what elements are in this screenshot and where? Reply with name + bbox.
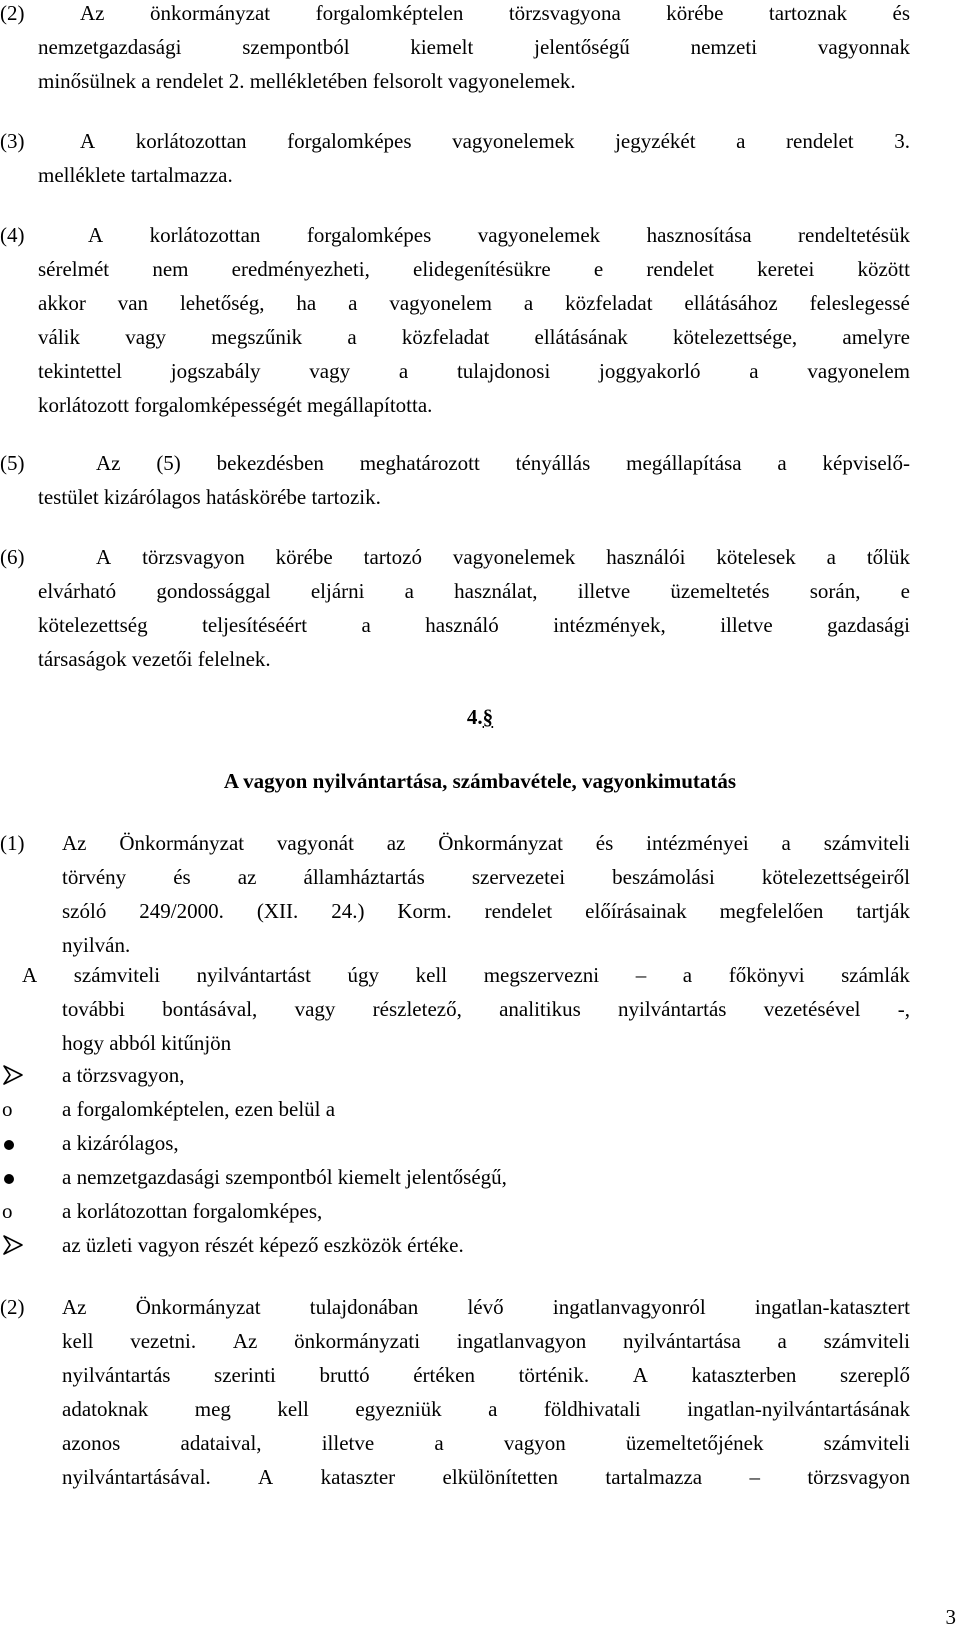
word: Az	[96, 451, 121, 475]
paragraph-accounting	[0, 958, 910, 1060]
word: kiemelt	[410, 35, 474, 59]
word: kataszter	[320, 1465, 396, 1489]
word: tartalmazza	[605, 1465, 703, 1489]
paragraph-number: (5)	[0, 451, 25, 475]
word: meghatározott	[359, 451, 480, 475]
word: körébe	[275, 545, 333, 569]
paragraph-line: korlátozott forgalomképességét megállapította.	[38, 393, 433, 417]
word: és	[892, 1, 910, 25]
word: analitikus	[499, 997, 581, 1021]
paragraph-number: (4)	[0, 223, 25, 247]
word: ingatlanvagyonról	[552, 1295, 706, 1319]
word: jogszabály	[170, 359, 261, 383]
word: megszervezni	[483, 963, 600, 987]
paragraph-line	[38, 320, 910, 354]
word: értéken	[413, 1363, 475, 1387]
word: tulajdonában	[309, 1295, 419, 1319]
word: a	[749, 359, 759, 383]
word: tartoznak	[768, 1, 848, 25]
word: megállapítása	[626, 451, 742, 475]
paragraph-line	[62, 826, 910, 860]
word: vagyonelemek	[477, 223, 601, 247]
arrow-bullet-icon	[2, 1058, 32, 1096]
arrow-bullet-icon	[2, 1228, 32, 1266]
dot-bullet-icon	[2, 1160, 32, 1194]
word: önkormányzat	[149, 1, 271, 25]
word: használó	[425, 613, 499, 637]
paragraph-5	[0, 446, 910, 514]
word: nyilvántartás	[62, 1363, 171, 1387]
word: vagyonelem	[389, 291, 492, 315]
word: keretei	[757, 257, 815, 281]
word: számviteli	[73, 963, 161, 987]
word: főkönyvi	[728, 963, 805, 987]
word: (XII.	[256, 899, 299, 923]
word: kataszterben	[691, 1363, 797, 1387]
paragraph-line	[62, 1392, 910, 1426]
paragraph-line: hogy abból kitűnjön	[62, 1031, 232, 1055]
word: adataival,	[180, 1431, 262, 1455]
paragraph-line	[38, 30, 910, 64]
word: földhivatali	[543, 1397, 641, 1421]
word: a	[682, 963, 693, 987]
word: használói	[606, 545, 686, 569]
section-symbol: §	[482, 705, 494, 729]
list-item	[0, 1194, 960, 1228]
word: ellátásának	[534, 325, 628, 349]
word: a	[361, 613, 371, 637]
word: ha	[296, 291, 317, 315]
word: vagyonelemek	[452, 545, 576, 569]
word: adatoknak	[62, 1397, 149, 1421]
word: rendelet	[646, 257, 714, 281]
word: megfelelően	[719, 899, 824, 923]
word: 3.	[894, 129, 910, 153]
list-item	[0, 1160, 960, 1194]
word: történik.	[518, 1363, 590, 1387]
word: vezetésével	[763, 997, 861, 1021]
word: számlák	[841, 963, 910, 987]
word: nemzetgazdasági	[38, 35, 182, 59]
word: korlátozottan	[135, 129, 247, 153]
word: vagy	[294, 997, 336, 1021]
word: vagyonnak	[817, 35, 910, 59]
list-item-text: az üzleti vagyon részét képező eszközök értéke.	[62, 1233, 464, 1257]
paragraph-line	[38, 286, 910, 320]
word: törzsvagyon	[142, 545, 245, 569]
word: azonos	[62, 1431, 121, 1455]
word: tulajdonosi	[456, 359, 551, 383]
word: bruttó	[319, 1363, 370, 1387]
list-item-text: a törzsvagyon,	[62, 1063, 185, 1087]
word: szóló	[62, 899, 107, 923]
list-item-text: a forgalomképtelen, ezen belül a	[62, 1097, 336, 1121]
word: A	[258, 1465, 274, 1489]
paragraph-line: melléklete tartalmazza.	[38, 163, 233, 187]
word: nem	[152, 257, 189, 281]
word: a	[777, 451, 787, 475]
word: akkor	[38, 291, 86, 315]
word: részletező,	[372, 997, 462, 1021]
word: számviteli	[823, 1329, 910, 1353]
list-item	[0, 1126, 960, 1160]
word: törzsvagyona	[508, 1, 621, 25]
word: e	[593, 257, 604, 281]
word: lévő	[467, 1295, 504, 1319]
word: szempontból	[242, 35, 350, 59]
word: kötelesek	[716, 545, 796, 569]
paragraph-line: nyilván.	[62, 933, 131, 957]
word: tőlük	[866, 545, 910, 569]
paragraph-number: (6)	[0, 545, 25, 569]
word: önkormányzati	[294, 1329, 421, 1353]
word: a	[777, 1329, 787, 1353]
word: szereplő	[840, 1363, 910, 1387]
word: és	[173, 865, 191, 889]
word: közfeladat	[401, 325, 490, 349]
word: közfeladat	[565, 291, 653, 315]
word: eredményezheti,	[231, 257, 370, 281]
paragraph-1	[0, 826, 910, 962]
word: kötelezettségeiről	[761, 865, 910, 889]
word: A	[88, 223, 104, 247]
word: A	[22, 963, 38, 987]
paragraph-line: minősülnek a rendelet 2. mellékletében felsorolt vagyonelemek.	[38, 69, 576, 93]
page-number: 3	[945, 1605, 956, 1629]
word: vezetni.	[130, 1329, 197, 1353]
word: rendeltetésük	[798, 223, 910, 247]
word: rendelet	[786, 129, 854, 153]
paragraph-line	[22, 958, 910, 992]
word: a	[736, 129, 746, 153]
word: szervezetei	[471, 865, 566, 889]
word: bontásával,	[162, 997, 258, 1021]
word: kell	[277, 1397, 309, 1421]
word: teljesítéséért	[202, 613, 308, 637]
word: Az	[80, 1, 105, 25]
word: bekezdésben	[216, 451, 324, 475]
paragraph-line	[62, 1460, 910, 1494]
paragraph-3	[0, 124, 910, 192]
word: tartják	[856, 899, 910, 923]
word: üzemeltetés	[670, 579, 770, 603]
word: kötelezettsége,	[673, 325, 798, 349]
paragraph-number: (3)	[0, 129, 25, 153]
word: vagy	[309, 359, 351, 383]
list-item	[0, 1228, 960, 1262]
word: számviteli	[823, 1431, 910, 1455]
word: intézményei	[646, 831, 749, 855]
paragraph-line	[38, 608, 910, 642]
word: tartozó	[363, 545, 422, 569]
paragraph-line	[62, 1324, 910, 1358]
word: törvény	[62, 865, 127, 889]
paragraph-line	[62, 1426, 910, 1460]
paragraph-line	[62, 992, 910, 1026]
word: a	[523, 291, 534, 315]
word: forgalomképtelen	[315, 1, 464, 25]
word: joggyakorló	[599, 359, 701, 383]
word: A	[80, 129, 96, 153]
word: a	[348, 291, 358, 315]
word: képviselő-	[822, 451, 910, 475]
word: a	[781, 831, 791, 855]
paragraph-line	[88, 218, 910, 252]
word: korlátozottan	[149, 223, 261, 247]
word: elvárható	[38, 579, 117, 603]
word: gondossággal	[156, 579, 271, 603]
word: hasznosítása	[646, 223, 752, 247]
word: 249/2000.	[139, 899, 224, 923]
word: vagy	[125, 325, 167, 349]
word: a	[347, 325, 357, 349]
word: Az	[62, 1295, 87, 1319]
word: intézmények,	[553, 613, 666, 637]
word: Önkormányzat	[438, 831, 563, 855]
paragraph-number: (2)	[0, 1, 25, 25]
word: Önkormányzat	[119, 831, 245, 855]
word: beszámolási	[612, 865, 715, 889]
paragraph-line	[96, 540, 910, 574]
word: ellátásához	[684, 291, 778, 315]
word: a	[398, 359, 409, 383]
word: a	[826, 545, 836, 569]
word: között	[857, 257, 910, 281]
word: elkülönítetten	[442, 1465, 559, 1489]
paragraph-line	[80, 0, 910, 30]
word: illetve	[720, 613, 773, 637]
word: államháztartás	[303, 865, 425, 889]
word: –	[749, 1465, 760, 1489]
word: e	[900, 579, 910, 603]
word: forgalomképes	[306, 223, 432, 247]
word: megszűnik	[211, 325, 303, 349]
word: tényállás	[515, 451, 591, 475]
word: tekintettel	[38, 359, 122, 383]
word: Önkormányzat	[135, 1295, 261, 1319]
word: Az	[62, 831, 87, 855]
paragraph-number: (1)	[0, 831, 25, 855]
word: 24.)	[331, 899, 365, 923]
word: van	[117, 291, 149, 315]
word: előírásainak	[585, 899, 687, 923]
list-item-text: a nemzetgazdasági szempontból kiemelt jelentőségű,	[62, 1165, 507, 1189]
word: rendelet	[484, 899, 553, 923]
word: vagyonát	[276, 831, 354, 855]
paragraph-line: testület kizárólagos hatáskörébe tartozik.	[38, 485, 381, 509]
word: vagyonelem	[807, 359, 910, 383]
word: jegyzékét	[615, 129, 696, 153]
paragraph-line: társaságok vezetői felelnek.	[38, 647, 271, 671]
word: úgy	[347, 963, 380, 987]
dot-bullet-icon	[2, 1126, 32, 1160]
word: törzsvagyon	[807, 1465, 910, 1489]
word: gazdasági	[827, 613, 910, 637]
paragraph-line	[38, 252, 910, 286]
word: a	[488, 1397, 498, 1421]
word: ingatlanvagyon	[456, 1329, 587, 1353]
paragraph-6	[0, 540, 910, 676]
word: (5)	[156, 451, 181, 475]
list-item-text: a kizárólagos,	[62, 1131, 179, 1155]
word: illetve	[577, 579, 631, 603]
word: vagyon	[503, 1431, 566, 1455]
word: kötelezettség	[38, 613, 148, 637]
word: kell	[62, 1329, 94, 1353]
word: számviteli	[823, 831, 910, 855]
section-title: A vagyon nyilvántartása, számbavétele, vagyonkimutatás	[223, 769, 737, 793]
word: használat,	[454, 579, 538, 603]
word: meg	[194, 1397, 231, 1421]
word: eljárni	[310, 579, 365, 603]
word: során,	[809, 579, 861, 603]
word: vagyonelemek	[452, 129, 575, 153]
paragraph-number: (2)	[0, 1295, 25, 1319]
word: illetve	[321, 1431, 375, 1455]
word: A	[632, 1363, 648, 1387]
paragraph-line	[96, 446, 910, 480]
word: szerinti	[214, 1363, 276, 1387]
list-item	[0, 1092, 960, 1126]
word: egyezniük	[355, 1397, 442, 1421]
word: nyilvántartást	[196, 963, 311, 987]
paragraph-line	[62, 894, 910, 928]
paragraph-line	[38, 354, 910, 388]
word: lehetőség,	[179, 291, 265, 315]
word: kell	[415, 963, 448, 987]
paragraph-2-top	[0, 0, 910, 98]
word: A	[96, 545, 112, 569]
paragraph-line	[62, 1358, 910, 1392]
word: sérelmét	[38, 257, 110, 281]
paragraph-4	[0, 218, 910, 422]
word: feleslegessé	[809, 291, 910, 315]
word: nyilvántartás	[618, 997, 727, 1021]
word: további	[62, 997, 125, 1021]
word: a	[404, 579, 414, 603]
word: ingatlan-nyilvántartásának	[687, 1397, 910, 1421]
word: a	[434, 1431, 444, 1455]
word: jelentőségű	[534, 35, 630, 59]
paragraph-2-bottom	[0, 1290, 910, 1494]
word: nemzeti	[690, 35, 758, 59]
word: ingatlan-katasztert	[754, 1295, 910, 1319]
word: nyilvántartásával.	[62, 1465, 211, 1489]
word: amelyre	[842, 325, 910, 349]
word: Korm.	[397, 899, 452, 923]
word: -,	[897, 997, 910, 1021]
paragraph-line	[62, 860, 910, 894]
paragraph-line	[80, 124, 910, 158]
word: –	[635, 963, 647, 987]
word: forgalomképes	[287, 129, 412, 153]
word: üzemeltetőjének	[625, 1431, 764, 1455]
circle-bullet: o	[2, 1199, 13, 1223]
word: nyilvántartása	[623, 1329, 741, 1353]
circle-bullet: o	[2, 1097, 13, 1121]
paragraph-line	[62, 1290, 910, 1324]
list-item-text: a korlátozottan forgalomképes,	[62, 1199, 323, 1223]
word: körébe	[666, 1, 724, 25]
word: válik	[38, 325, 80, 349]
section-number	[0, 700, 960, 734]
paragraph-line	[38, 574, 910, 608]
word: az	[386, 831, 406, 855]
word: elidegenítésükre	[413, 257, 551, 281]
section-number-text: 4.	[466, 705, 483, 729]
list-item	[0, 1058, 960, 1092]
word: Az	[232, 1329, 258, 1353]
word: az	[237, 865, 257, 889]
word: és	[595, 831, 614, 855]
